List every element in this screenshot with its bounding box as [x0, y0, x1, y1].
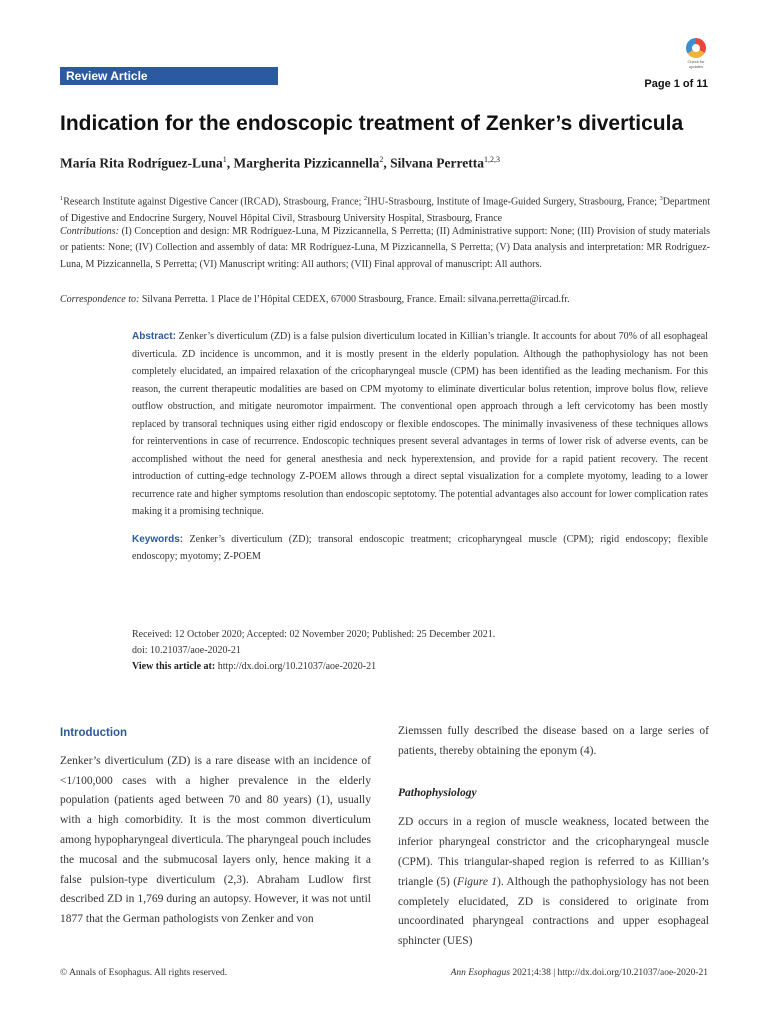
view-article-link[interactable]: View this article at: http://dx.doi.org/10.21037/aoe-2020-21	[132, 661, 377, 672]
doi: doi: 10.21037/aoe-2020-21	[132, 645, 241, 656]
section-heading-introduction: Introduction	[60, 727, 128, 739]
pathophysiology-text: ZD occurs in a region of muscle weakness, located between the inferior pharyngeal constrictor and the cricopharyngeal muscle (CPM). This triangular-shaped region is referred to as Killian’s triangle (5) (Figure 1). Although the pathophysiology has not been completely elucidated, ZD is considered to originate from uncoordinated pharyngeal contractions and upper esophageal sphincter (UES)	[398, 816, 709, 948]
author-name: Margherita Pizzicannella	[233, 155, 380, 171]
keywords	[132, 531, 708, 566]
author-name: Silvana Perretta	[390, 155, 484, 171]
copyright: © Annals of Esophagus. All rights reserved.	[60, 968, 228, 978]
abstract-text: Zenker’s diverticulum (ZD) is a false pulsion diverticulum located in Killian’s triangle. It accounts for about 70% of all esophageal diverticula. ZD incidence is uncommon, and it is mostly present in the elderly population. Although the pathophysiology has not been completely elucidated, an impaired relaxation of the cricopharyngeal muscle (CPM) has been identified as the leading mechanism. For this reason, the current therapeutic modalities are based on CPM myotomy to eliminate diverticular bolus retention, improve bolus flow, relieve outflow obstruction, and mitigate neuromotor impairment. The conventional open approach through a left cervicotomy has been mostly replaced by transoral techniques using either rigid endoscopy or flexible endoscopes. The minimally invasiveness of these techniques allows for reinterventions in case of recurrence. Endoscopic techniques present several advantages in terms of lower risk of adverse events, can be accomplished without the need for general anesthesia and neck hyperextension, and provide for a rapid patient recovery. The recent introduction of cutting-edge technology Z-POEM allows through a direct septal visualization for a complete myotomy, leading to a lower recurrence rate and higher symptoms resolution than endoscopic septotomy. The potential advantages also account for lower complication rates making it a promising technique.	[132, 331, 708, 517]
article-dates	[132, 627, 708, 675]
keywords-text: Zenker’s diverticulum (ZD); transoral endoscopic treatment; cricopharyngeal muscle (CPM); rigid endoscopy; flexible endoscopy; myotomy; Z-POEM	[132, 533, 708, 562]
left-column	[60, 724, 371, 930]
introduction-text-continued: Ziemssen fully described the disease based on a large series of patients, thereby obtaining the eponym (4).	[398, 725, 709, 757]
introduction-text: Zenker’s diverticulum (ZD) is a rare disease with an incidence of <1/100,000 cases with a higher prevalence in the elderly population (patients aged between 70 and 80 years) (1), usually with a high comorbidity. It is the most common diverticulum among hypopharyngeal diverticula. The pharyngeal pouch includes the mucosal and the submucosal layers only, hence making it a false pulsion-type diverticulum (2,3). Abraham Ludlow first described ZD in 1,769 during an autopsy. However, it was not until 1877 that the German pathologists von Zenker and von	[60, 754, 371, 926]
page-number: Page 1 of 11	[644, 78, 708, 90]
article-title: Indication for the endoscopic treatment of Zenker’s diverticula	[60, 112, 684, 135]
abstract	[132, 328, 708, 566]
author-list: María Rita Rodríguez-Luna$^1$, Margherita Pizzicannella$^2$, Silvana Perretta$^{1,2,3}$	[60, 155, 500, 171]
figure-link[interactable]: Figure 1	[457, 875, 498, 888]
crossmark-label: Check for updates	[687, 59, 705, 69]
correspondence: Correspondence to: Silvana Perretta. 1 Place de l’Hôpital CEDEX, 67000 Strasbourg, France. Email: silvana.perretta@ircad.fr.	[60, 294, 570, 305]
crossmark-badge[interactable]	[682, 38, 710, 72]
affiliations: $^1$Research Institute against Digestive Cancer (IRCAD), Strasbourg, France; $^2$IHU-Strasbourg, Institute of Image-Guided Surgery, Strasbourg, France; $^3$Department of Digestive and Endocrine Surgery, Nouvel Hôpital Civil, Strasbourg University Hospital, Strasbourg, France	[60, 195, 710, 224]
section-heading-pathophysiology: Pathophysiology	[398, 786, 477, 799]
received-dates: Received: 12 October 2020; Accepted: 02 November 2020; Published: 25 December 2021.	[132, 629, 496, 640]
article-type-label: Review Article	[66, 69, 148, 83]
crossmark-icon	[686, 38, 706, 58]
keywords-label: Keywords:	[132, 533, 184, 545]
right-column	[398, 722, 709, 952]
article-type-badge	[60, 67, 278, 85]
contributions: Contributions: (I) Conception and design: MR Rodríguez-Luna, M Pizzicannella, S Perretta; (II) Administrative support: None; (III) Provision of study materials or patients: None; (IV) Collection and assembly of data: MR Rodríguez-Luna, M Pizzicannella, S Perretta; (V) Data analysis and interpretation: MR Rodríguez-Luna, M Pizzicannella, S Perretta; (VI) Manuscript writing: All authors; (VII) Final approval of manuscript: All authors.	[60, 226, 710, 270]
abstract-label: Abstract:	[132, 331, 176, 342]
footer-citation: Ann Esophagus 2021;4:38 | http://dx.doi.org/10.21037/aoe-2020-21	[450, 968, 708, 978]
author-name: María Rita Rodríguez-Luna	[60, 155, 223, 171]
